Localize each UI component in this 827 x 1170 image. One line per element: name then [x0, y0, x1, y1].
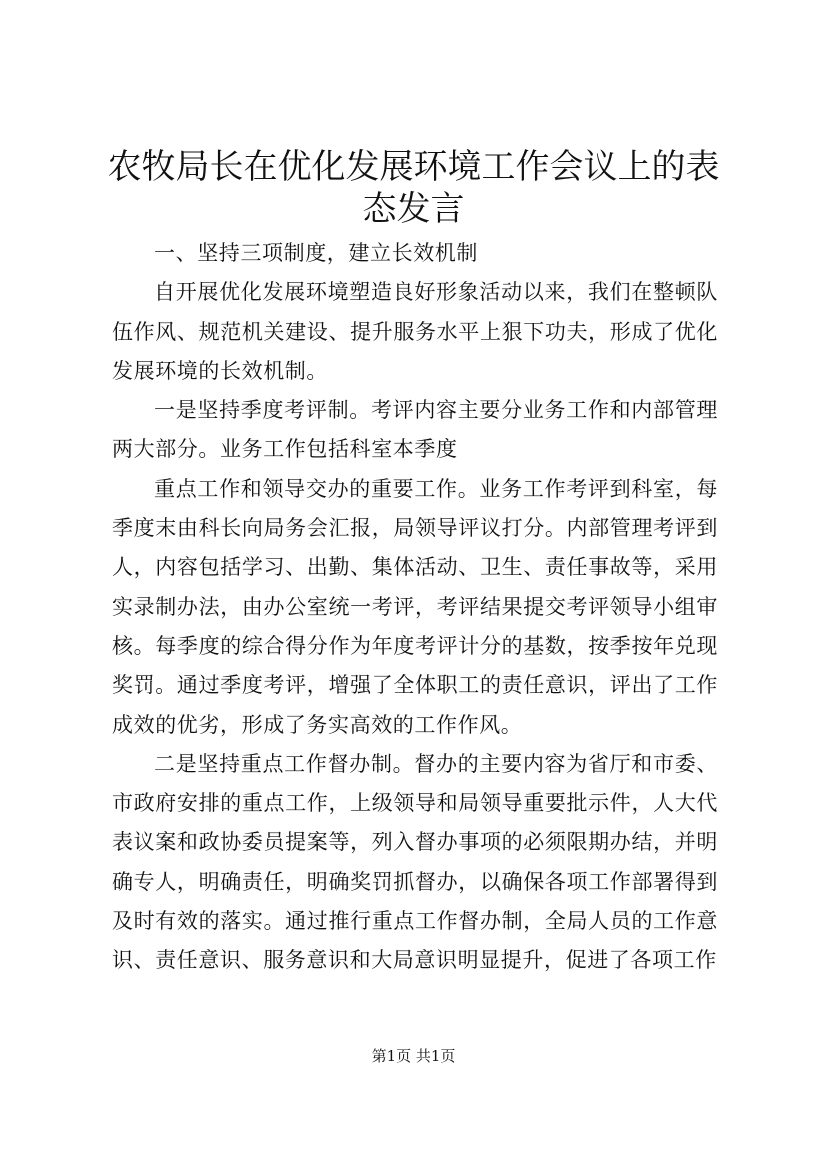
document-body — [112, 234, 718, 981]
paragraph-quarterly-review: 一是坚持季度考评制。考评内容主要分业务工作和内部管理两大部分。业务工作包括科室本季度 — [112, 398, 718, 462]
page-number-footer: 第1页 共1页 — [371, 1047, 456, 1065]
paragraph-supervision: 二是坚持重点工作督办制。督办的主要内容为省厅和市委、市政府安排的重点工作，上级领导和局领导重要批示件，人大代表议案和政协委员提案等，列入督办事项的必须限期办结，并明确专人，明确责任，明确奖罚抓督办，以确保各项工作部署得到及时有效的落实。通过推行重点工作督办制，全局人员的工作意识、责任意识、服务意识和大局意识明显提升，促进了各项工作 — [112, 751, 718, 973]
document-title: 农牧局长在优化发展环境工作会议上的表态发言 — [107, 147, 720, 229]
paragraph-quarterly-review-detail: 重点工作和领导交办的重要工作。业务工作考评到科室，每季度末由科长向局务会汇报，局领导评议打分。内部管理考评到人，内容包括学习、出勤、集体活动、卫生、责任事故等，采用实录制办法，由办公室统一考评，考评结果提交考评领导小组审核。每季度的综合得分作为年度考评计分的基数，按季按年兑现奖罚。通过季度考评，增强了全体职工的责任意识，评出了工作成效的优劣，形成了务实高效的工作作风。 — [112, 476, 718, 737]
paragraph-intro: 自开展优化发展环境塑造良好形象活动以来，我们在整顿队伍作风、规范机关建设、提升服务水平上狠下功夫，形成了优化发展环境的长效机制。 — [112, 280, 718, 383]
paragraph-heading-1: 一、坚持三项制度，建立长效机制 — [154, 241, 478, 265]
